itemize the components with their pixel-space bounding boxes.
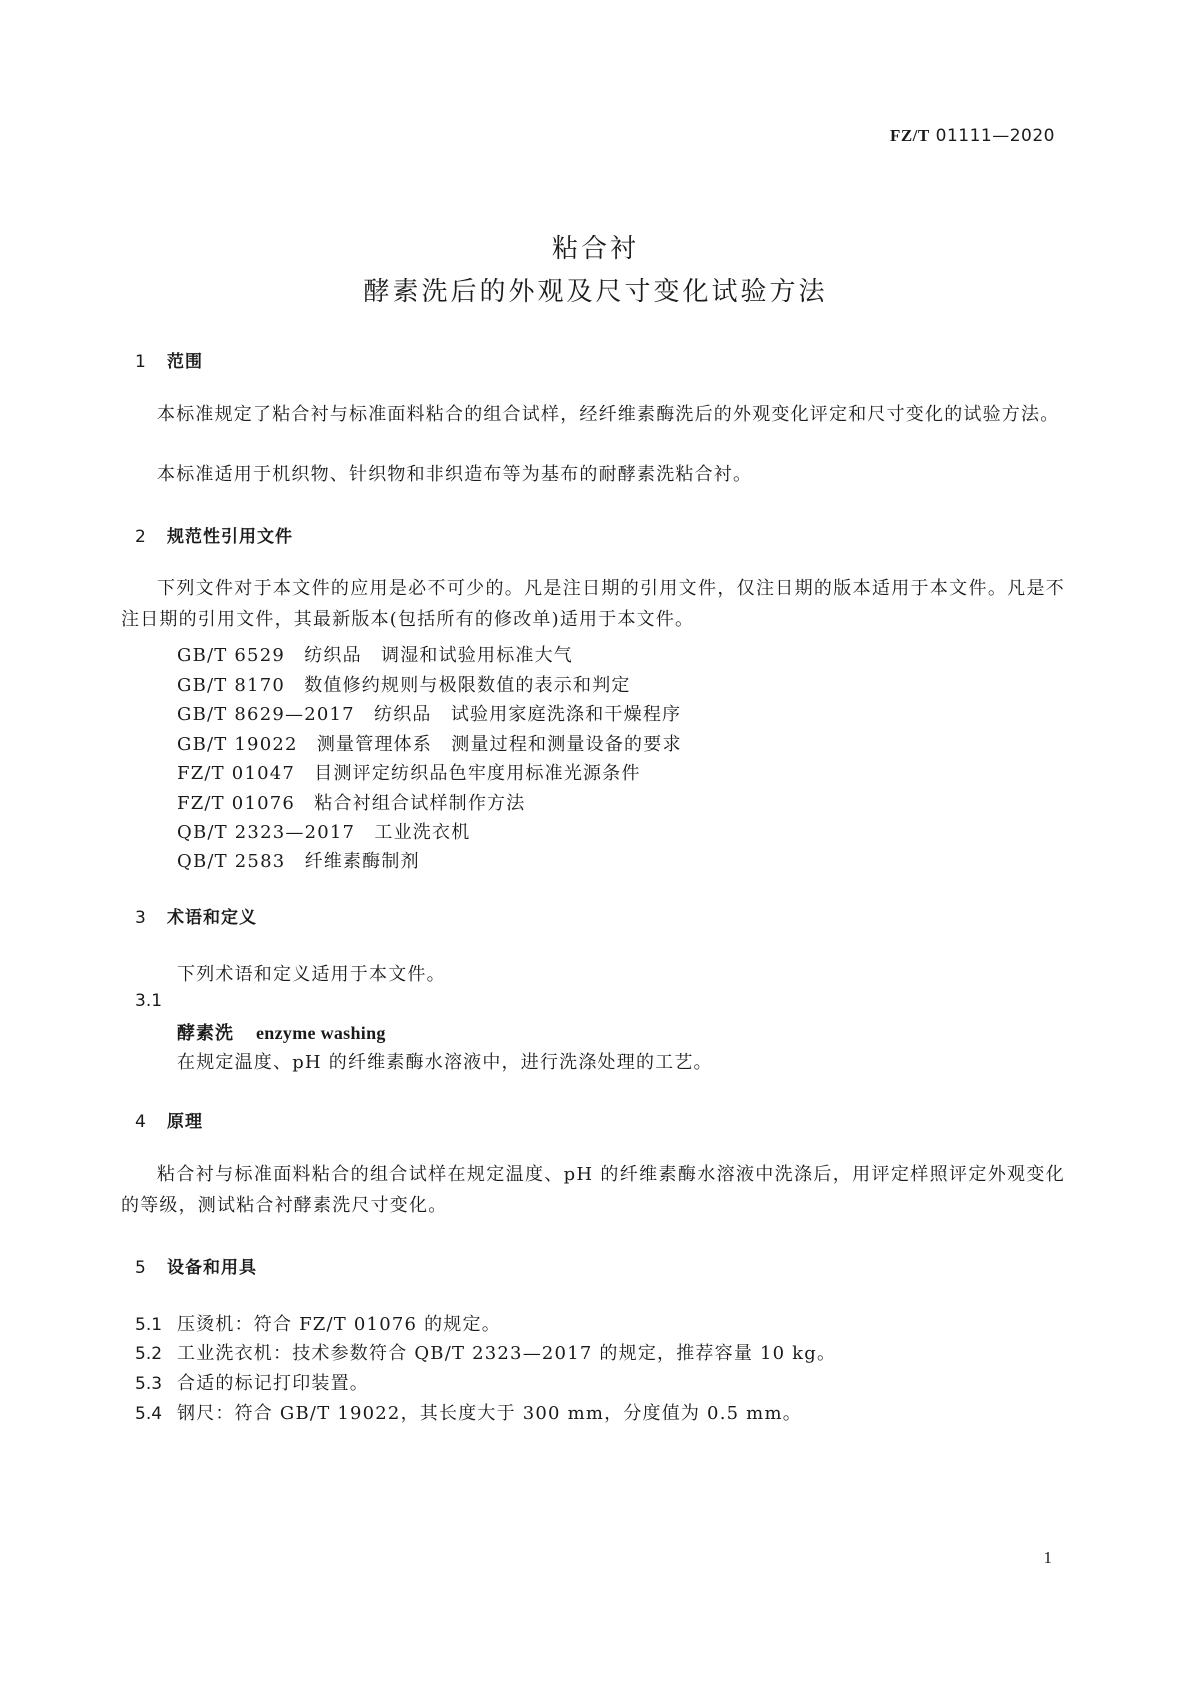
standard-code-number: 01111—2020: [929, 126, 1055, 146]
reference-item: GB/T 8170 数值修约规则与极限数值的表示和判定: [177, 675, 631, 696]
reference-item: QB/T 2583 纤维素酶制剂: [177, 851, 420, 872]
standard-code: [890, 126, 1055, 146]
section-5-heading: [135, 1253, 257, 1278]
document-title-line1: 粘合衬: [551, 234, 639, 264]
reference-item: FZ/T 01047 目测评定纺织品色牢度用标准光源条件: [177, 763, 641, 784]
reference-item: GB/T 6529 纺织品 调湿和试验用标准大气: [177, 645, 574, 666]
section-2-paragraph-1: 下列文件对于本文件的应用是必不可少的。凡是注日期的引用文件，仅注日期的版本适用于本文件。凡是不注日期的引用文件，其最新版本(包括所有的修改单)适用于本文件。: [121, 578, 1065, 630]
section-2-heading: [135, 522, 293, 547]
item-number: 5.1: [135, 1315, 163, 1335]
standard-code-prefix: FZ/T: [889, 126, 930, 145]
section-4-paragraph-1: 粘合衬与标准面料粘合的组合试样在规定温度、pH 的纤维素酶水溶液中洗涤后，用评定样照评定外观变化的等级，测试粘合衬酵素洗尺寸变化。: [121, 1164, 1065, 1216]
term-definition: 在规定温度、pH 的纤维素酶水溶液中，进行洗涤处理的工艺。: [177, 1052, 713, 1073]
equipment-item: [135, 1399, 802, 1425]
item-text: 压烫机：符合 FZ/T 01076 的规定。: [177, 1314, 501, 1335]
section-title: 原理: [167, 1112, 203, 1132]
item-number: 5.4: [135, 1404, 163, 1424]
term-chinese: 酵素洗: [177, 1023, 234, 1044]
section-number: 4: [135, 1112, 147, 1132]
section-title: 术语和定义: [167, 908, 257, 928]
section-1-heading: [135, 347, 203, 372]
equipment-item: [135, 1339, 836, 1365]
item-text: 合适的标记打印装置。: [177, 1373, 369, 1394]
section-number: 5: [135, 1258, 147, 1278]
reference-item: GB/T 19022 测量管理体系 测量过程和测量设备的要求: [177, 734, 682, 755]
section-number: 2: [135, 527, 147, 547]
term-english: enzyme washing: [256, 1023, 386, 1043]
term-entry: [177, 1019, 386, 1045]
section-title: 设备和用具: [167, 1258, 257, 1278]
section-3-paragraph-1: 下列术语和定义适用于本文件。: [177, 964, 446, 985]
subsection-number: 3.1: [135, 991, 163, 1011]
item-text: 工业洗衣机：技术参数符合 QB/T 2323—2017 的规定，推荐容量 10 kg。: [177, 1343, 837, 1364]
reference-item: FZ/T 01076 粘合衬组合试样制作方法: [177, 793, 526, 814]
reference-item: QB/T 2323—2017 工业洗衣机: [177, 822, 471, 843]
section-title: 规范性引用文件: [167, 527, 293, 547]
section-1-paragraph-2: 本标准适用于机织物、针织物和非织造布等为基布的耐酵素洗粘合衬。: [157, 464, 753, 485]
page-number: 1: [1043, 1548, 1052, 1567]
equipment-item: [135, 1310, 501, 1336]
section-4-heading: [135, 1107, 203, 1132]
section-number: 1: [135, 352, 147, 372]
section-number: 3: [135, 908, 147, 928]
equipment-item: [135, 1369, 369, 1395]
item-number: 5.3: [135, 1374, 163, 1394]
item-number: 5.2: [135, 1344, 163, 1364]
section-3-heading: [135, 903, 257, 928]
reference-item: GB/T 8629—2017 纺织品 试验用家庭洗涤和干燥程序: [177, 704, 682, 725]
section-1-paragraph-1: 本标准规定了粘合衬与标准面料粘合的组合试样，经纤维素酶洗后的外观变化评定和尺寸变化的试验方法。: [157, 404, 1060, 425]
section-title: 范围: [167, 352, 203, 372]
item-text: 钢尺：符合 GB/T 19022，其长度大于 300 mm，分度值为 0.5 mm。: [177, 1403, 802, 1424]
document-title-line2: 酵素洗后的外观及尺寸变化试验方法: [363, 277, 828, 307]
